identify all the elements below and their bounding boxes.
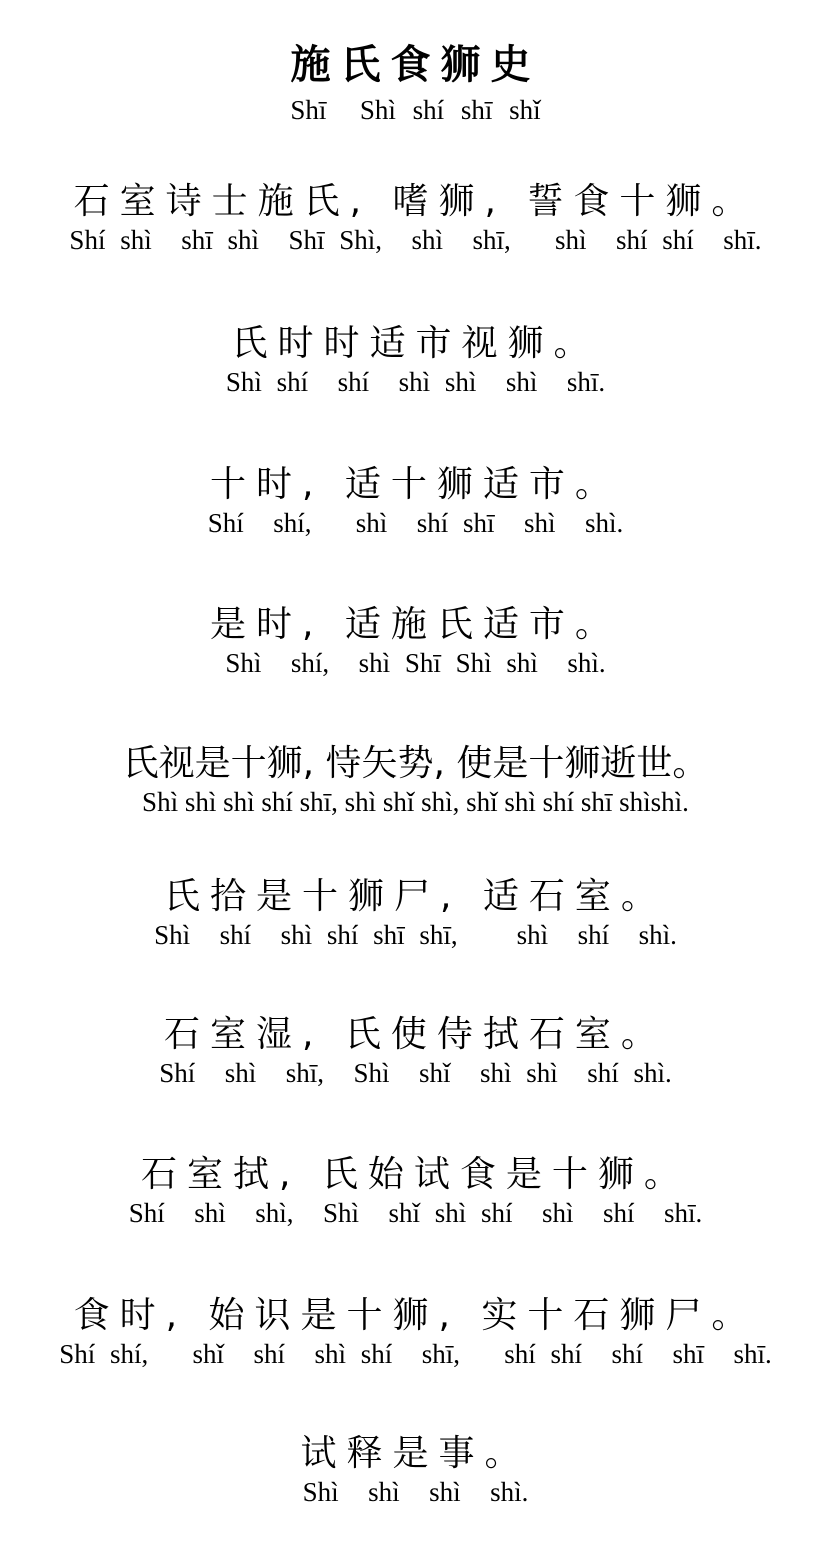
line-hanzi: 是时, 适施氏适市。 <box>210 604 621 645</box>
poem-line-3 <box>0 463 831 539</box>
line-hanzi: 氏拾是十狮尸, 适石室。 <box>164 876 667 917</box>
line-pinyin: Shí shí, shǐ shí shì shí shī, shí shí shí shī shī. <box>59 1339 772 1369</box>
line-pinyin: Shí shì shī, Shì shǐ shì shì shí shì. <box>159 1058 672 1088</box>
line-hanzi: 石室诗士施氏, 嗜狮, 誓食十狮。 <box>73 181 758 222</box>
line-hanzi: 氏视是十狮, 恃矢势, 使是十狮逝世。 <box>122 743 709 784</box>
line-pinyin: Shì shí shì shí shī shī, shì shí shì. <box>154 920 677 950</box>
poem-line-7 <box>0 1013 831 1089</box>
poem-title: 施氏食狮史 <box>290 42 541 88</box>
line-pinyin: Shì shí shí shì shì shì shī. <box>225 367 606 397</box>
poem-line-1 <box>0 180 831 256</box>
poem-line-10 <box>0 1432 831 1508</box>
line-pinyin: Shí shì shī shì Shī Shì, shì shī, shì shí shí shī. <box>69 225 762 255</box>
line-hanzi: 氏时时适市视狮。 <box>231 323 600 364</box>
line-pinyin: Shì shí, shì Shī Shì shì shì. <box>225 648 606 678</box>
poem-line-5 <box>0 742 831 818</box>
poem-line-6 <box>0 875 831 951</box>
line-hanzi: 十时, 适十狮适市。 <box>210 464 621 505</box>
line-pinyin: Shì shì shì shì. <box>302 1477 529 1507</box>
line-hanzi: 食时, 始识是十狮, 实十石狮尸。 <box>73 1295 758 1336</box>
poem-line-4 <box>0 603 831 679</box>
line-hanzi: 试释是事。 <box>300 1433 531 1474</box>
line-pinyin: Shí shí, shì shí shī shì shì. <box>207 508 624 538</box>
line-pinyin: Shì shì shì shí shī, shì shǐ shì, shǐ shì shí shī shìshì. <box>142 787 689 817</box>
poem-line-2 <box>0 322 831 398</box>
poem-line-8 <box>0 1153 831 1229</box>
line-hanzi: 石室湿, 氏使侍拭石室。 <box>164 1014 667 1055</box>
poem-title-pinyin: Shī Shì shí shī shǐ <box>290 95 541 125</box>
line-hanzi: 石室拭, 氏始试食是十狮。 <box>141 1154 690 1195</box>
poem-line-9 <box>0 1294 831 1370</box>
line-pinyin: Shí shì shì, Shì shǐ shì shí shì shí shī. <box>128 1198 703 1228</box>
